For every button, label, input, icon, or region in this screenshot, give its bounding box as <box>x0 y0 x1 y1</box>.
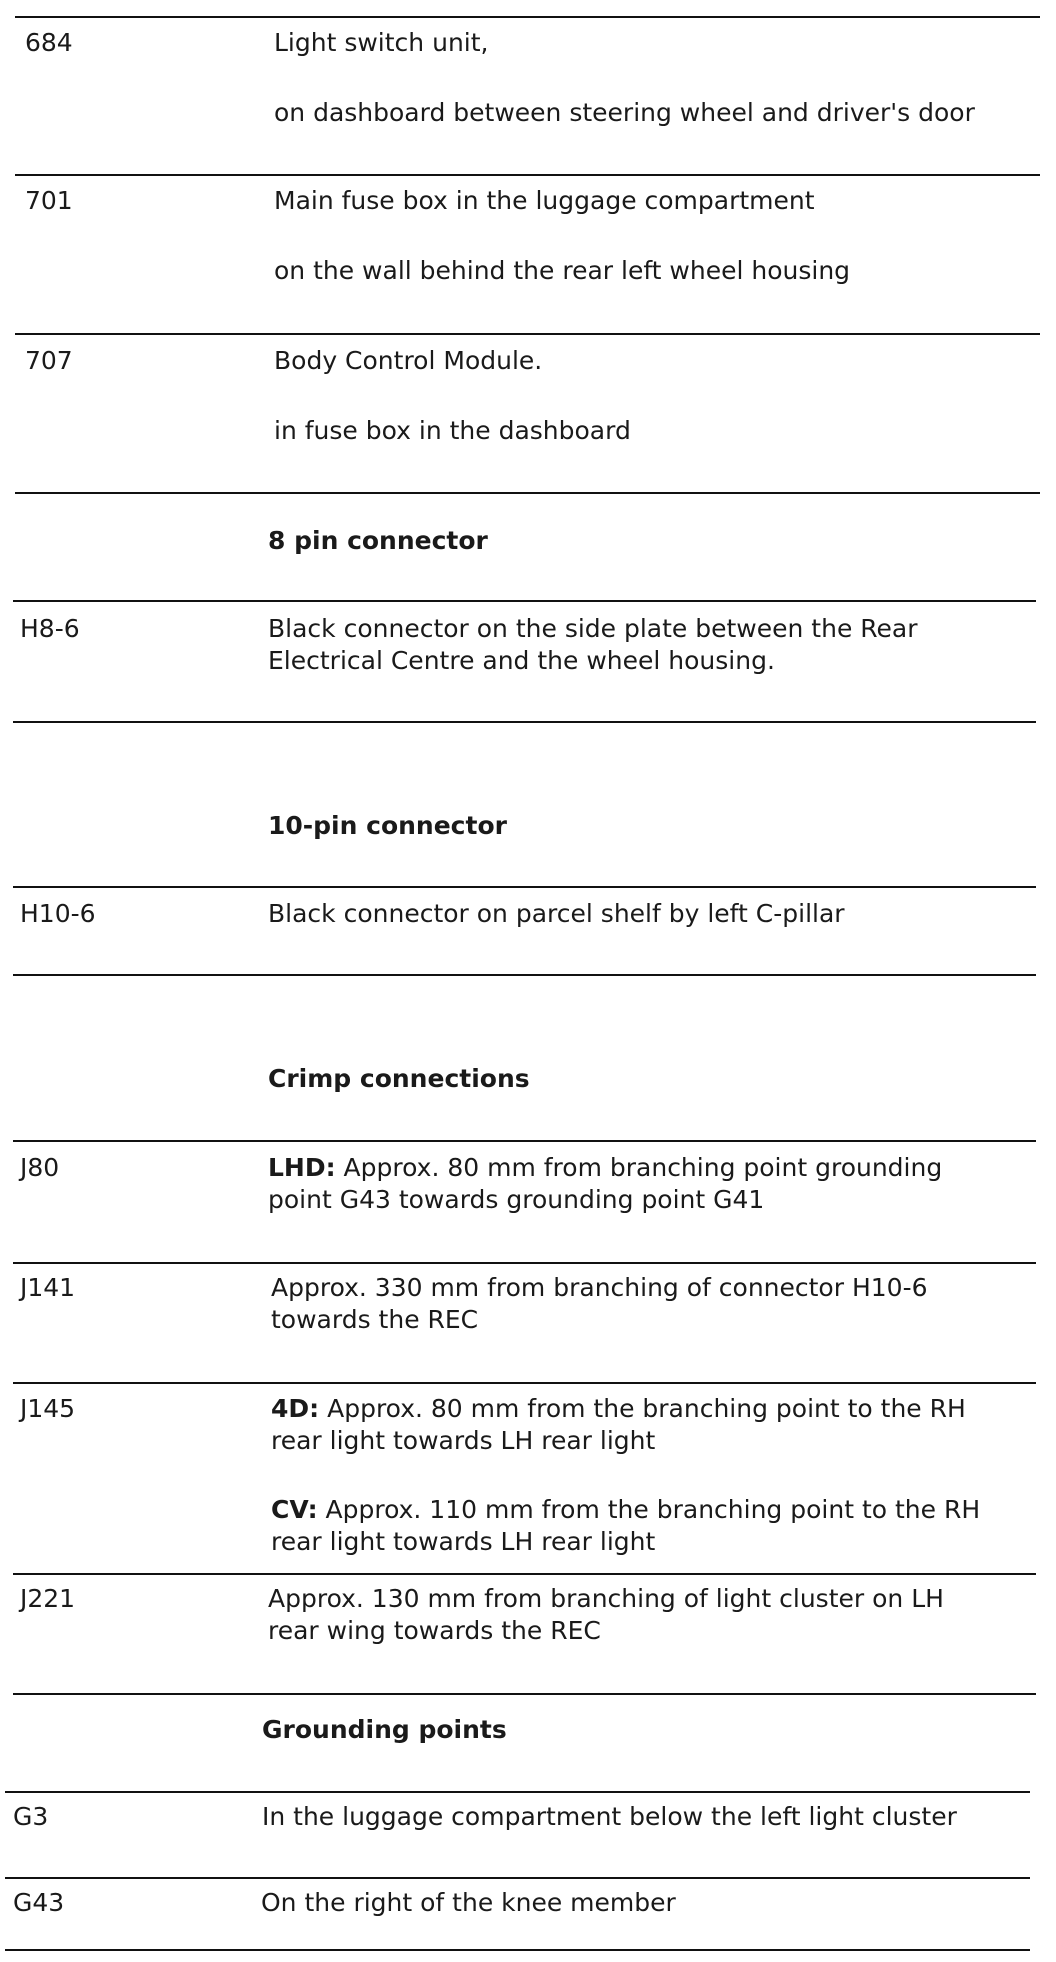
row-divider <box>13 1262 1036 1264</box>
row-divider <box>15 16 1040 18</box>
row-divider <box>15 333 1040 335</box>
location-description: rear wing towards the REC <box>268 1616 601 1645</box>
description-text: Approx. 80 mm from the branching point to the RH <box>319 1394 966 1423</box>
location-description: In the luggage compartment below the left light cluster <box>262 1802 957 1831</box>
row-divider <box>13 1140 1036 1142</box>
component-code: J141 <box>20 1273 76 1302</box>
component-code: G3 <box>13 1802 49 1831</box>
description-text: Approx. 80 mm from branching point grounding <box>335 1153 943 1182</box>
location-description: Main fuse box in the luggage compartment <box>274 186 815 215</box>
location-description: Black connector on parcel shelf by left C-pillar <box>268 899 845 928</box>
component-code: 701 <box>25 186 73 215</box>
row-divider <box>15 492 1040 494</box>
row-divider <box>13 1382 1036 1384</box>
component-code: G43 <box>13 1888 65 1917</box>
location-description: Approx. 130 mm from branching of light cluster on LH <box>268 1584 944 1613</box>
location-description: rear light towards LH rear light <box>271 1527 656 1556</box>
row-divider <box>5 1949 1030 1951</box>
section-heading: Crimp connections <box>268 1064 530 1093</box>
component-code: H8-6 <box>20 614 80 643</box>
location-description: On the right of the knee member <box>261 1888 676 1917</box>
component-code: J80 <box>20 1153 60 1182</box>
row-divider <box>13 721 1036 723</box>
row-divider <box>13 600 1036 602</box>
location-description <box>271 1494 980 1526</box>
section-heading: 8 pin connector <box>268 526 488 555</box>
row-divider <box>5 1791 1030 1793</box>
location-description: towards the REC <box>271 1305 479 1334</box>
row-divider <box>13 974 1036 976</box>
component-code: H10-6 <box>20 899 96 928</box>
row-divider <box>13 1573 1036 1575</box>
row-divider <box>13 886 1036 888</box>
component-code: J221 <box>20 1584 76 1613</box>
location-description: Approx. 330 mm from branching of connector H10-6 <box>271 1273 928 1302</box>
variant-label: 4D: <box>271 1394 320 1423</box>
location-description: on dashboard between steering wheel and driver's door <box>274 98 975 127</box>
location-description: Electrical Centre and the wheel housing. <box>268 646 775 675</box>
section-heading: Grounding points <box>262 1715 507 1744</box>
component-code: 684 <box>25 28 73 57</box>
row-divider <box>15 174 1040 176</box>
location-description: point G43 towards grounding point G41 <box>268 1185 765 1214</box>
location-description: on the wall behind the rear left wheel housing <box>274 256 851 285</box>
location-description: in fuse box in the dashboard <box>274 416 631 445</box>
location-description: Black connector on the side plate between the Rear <box>268 614 918 643</box>
location-description: Light switch unit, <box>274 28 489 57</box>
component-code: 707 <box>25 346 73 375</box>
variant-label: CV: <box>271 1495 318 1524</box>
section-heading: 10-pin connector <box>268 811 507 840</box>
description-text: Approx. 110 mm from the branching point to the RH <box>317 1495 981 1524</box>
location-description: rear light towards LH rear light <box>271 1426 656 1455</box>
location-description: Body Control Module. <box>274 346 543 375</box>
component-code: J145 <box>20 1394 76 1423</box>
location-description <box>271 1393 966 1425</box>
variant-label: LHD: <box>268 1153 336 1182</box>
row-divider <box>5 1877 1030 1879</box>
location-description <box>268 1152 942 1184</box>
row-divider <box>13 1693 1036 1695</box>
